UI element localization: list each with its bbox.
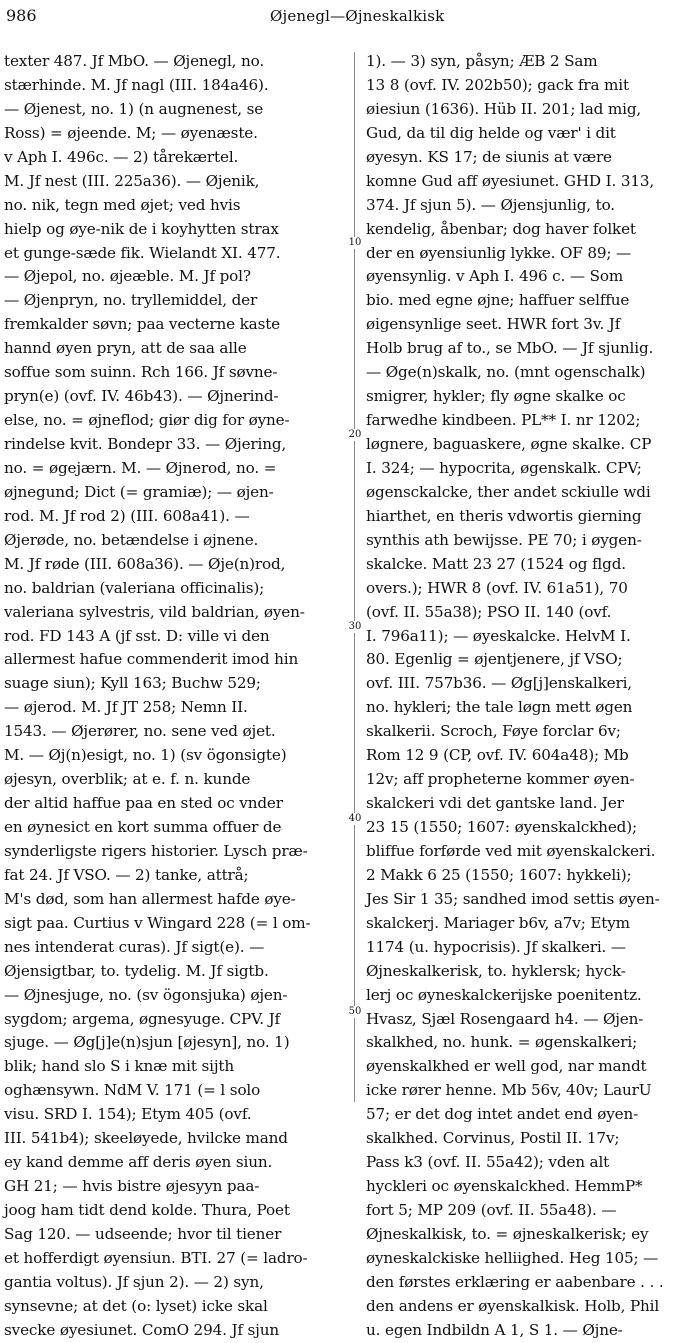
text-line: øgensckalcke, ther andet sckiulle wdi bbox=[366, 482, 651, 501]
text-line: 2 Makk 6 25 (1550; 1607: hykkeli); bbox=[366, 865, 632, 884]
text-line: øyneskalckiske helliighed. Heg 105; — bbox=[366, 1248, 659, 1267]
text-line: u. egen Indbildn A 1, S 1. — Øjne- bbox=[366, 1320, 623, 1339]
left-column bbox=[4, 50, 344, 1343]
text-line: no. nik, tegn med øjet; ved hvis bbox=[4, 195, 241, 214]
text-line: rod. M. Jf rod 2) (III. 608a41). — bbox=[4, 506, 250, 525]
text-line: hielp og øye-nik de i koyhytten strax bbox=[4, 219, 279, 238]
text-line: der altid haffue paa en sted oc vnder bbox=[4, 794, 283, 813]
text-line: gantia voltus). Jf sjun 2). — 2) syn, bbox=[4, 1272, 264, 1291]
text-line: visu. SRD I. 154); Etym 405 (ovf. bbox=[4, 1105, 252, 1124]
text-line: lerj oc øyneskalckerijske poenitentz. bbox=[366, 985, 642, 1004]
text-line: sigt paa. Curtius v Wingard 228 (= l om- bbox=[4, 913, 311, 932]
text-line: øyenskalkhed er well god, nar mandt bbox=[366, 1057, 647, 1076]
text-line: skalkhed. Corvinus, Postil II. 17v; bbox=[366, 1129, 620, 1148]
text-line: øiesiun (1636). Hüb II. 201; lad mig, bbox=[366, 99, 642, 118]
text-line: Holb brug af to., se MbO. — Jf sjunlig. bbox=[366, 339, 654, 358]
right-column bbox=[366, 50, 694, 1343]
text-line: joog ham tidt dend kolde. Thura, Poet bbox=[4, 1201, 290, 1219]
line-number: 20 bbox=[346, 429, 364, 441]
text-line: 1543. — Øjerører, no. sene ved øjet. bbox=[4, 722, 276, 741]
text-line: M. Jf nest (III. 225a36). — Øjenik, bbox=[4, 171, 260, 190]
text-line: III. 541b4); skeeløyede, hvilcke mand bbox=[4, 1129, 288, 1148]
text-line: ey kand demme aff deris øyen siun. bbox=[4, 1153, 273, 1172]
text-line: hiarthet, en theris vdwortis gierning bbox=[366, 506, 642, 525]
text-line: bio. med egne øjne; haffuer selffue bbox=[366, 291, 630, 310]
line-number: 50 bbox=[346, 1006, 364, 1018]
text-line: M. Jf røde (III. 608a36). — Øje(n)rod, bbox=[4, 554, 286, 573]
text-line: skalkhed, no. hunk. = øgenskalkeri; bbox=[366, 1033, 638, 1052]
text-line: fort 5; MP 209 (ovf. II. 55a48). — bbox=[366, 1201, 617, 1219]
text-line: 80. Egenlig = øjentjenere, jf VSO; bbox=[366, 650, 623, 669]
text-line: allermest hafue commenderit imod hin bbox=[4, 650, 299, 669]
text-line: synsevne; at det (o: lyset) icke skal bbox=[4, 1296, 268, 1315]
text-line: no. hykleri; the tale løgn mett øgen bbox=[366, 698, 633, 717]
text-line: Hvasz, Sjæl Rosengaard h4. — Øjen- bbox=[366, 1009, 644, 1028]
text-line: 23 15 (1550; 1607: øyenskalckhed); bbox=[366, 818, 637, 836]
line-number: 10 bbox=[346, 237, 364, 249]
text-line: 1). — 3) syn, påsyn; ÆB 2 Sam bbox=[366, 52, 598, 70]
text-line: et gunge-sæde fik. Wielandt XI. 477. bbox=[4, 243, 281, 262]
text-line: komne Gud aff øyesiunet. GHD I. 313, bbox=[366, 171, 655, 190]
text-line: 12v; aff propheterne kommer øyen- bbox=[366, 770, 635, 789]
text-line: Øjneskalkerisk, to. hyklersk; hyck- bbox=[366, 961, 626, 980]
text-line: øjesyn, overblik; at e. f. n. kunde bbox=[4, 770, 251, 789]
text-line: øyesyn. KS 17; de siunis at være bbox=[366, 147, 612, 166]
text-line: oghænsywn. NdM V. 171 (= l solo bbox=[4, 1081, 261, 1100]
text-line: nes intenderat curas). Jf sigt(e). — bbox=[4, 937, 265, 956]
text-line: sjuge. — Øg[j]e(n)sjun [øjesyn], no. 1) bbox=[4, 1033, 290, 1052]
text-line: synderligste rigers historier. Lysch præ- bbox=[4, 841, 308, 860]
text-line: — Øjepol, no. øjeæble. M. Jf pol? bbox=[4, 267, 251, 286]
text-line: — øjerod. M. Jf JT 258; Nemn II. bbox=[4, 698, 248, 717]
text-line: skalcke. Matt 23 27 (1524 og flgd. bbox=[366, 554, 626, 573]
text-line: Sag 120. — udseende; hvor til tiener bbox=[4, 1224, 282, 1243]
text-line: skalckeri vdi det gantske land. Jer bbox=[366, 794, 624, 813]
text-line: den førstes erklæring er aabenbare . . . bbox=[366, 1272, 664, 1291]
page-number: 986 bbox=[6, 6, 37, 25]
text-line: et hofferdigt øyensiun. BTI. 27 (= ladro- bbox=[4, 1248, 308, 1267]
text-line: no. = øgejærn. M. — Øjnerod, no. = bbox=[4, 458, 277, 477]
text-line: øyensynlig. v Aph I. 496 c. — Som bbox=[366, 267, 624, 286]
text-line: Øjerøde, no. betændelse i øjnene. bbox=[4, 530, 259, 549]
text-line: svecke øyesiunet. ComO 294. Jf sjun bbox=[4, 1320, 279, 1339]
text-line: 1174 (u. hypocrisis). Jf skalkeri. — bbox=[366, 937, 626, 956]
text-line: icke rører henne. Mb 56v, 40v; LaurU bbox=[366, 1081, 652, 1100]
column-divider bbox=[354, 52, 355, 1102]
text-line: der en øyensiunlig lykke. OF 89; — bbox=[366, 243, 632, 262]
text-line: no. baldrian (valeriana officinalis); bbox=[4, 578, 265, 597]
text-line: blik; hand slo S i knæ mit sijth bbox=[4, 1057, 235, 1076]
text-line: texter 487. Jf MbO. — Øjenegl, no. bbox=[4, 52, 265, 70]
text-line: Gud, da til dig helde og vær' i dit bbox=[366, 123, 616, 142]
text-line: suage siun); Kyll 163; Buchw 529; bbox=[4, 674, 261, 693]
text-line: I. 796a11); — øyeskalcke. HelvM I. bbox=[366, 626, 631, 645]
text-line: rindelse kvit. Bondepr 33. — Øjering, bbox=[4, 435, 287, 453]
text-line: 57; er det dog intet andet end øyen- bbox=[366, 1105, 639, 1124]
text-line: — Øjnesjuge, no. (sv ögonsjuka) øjen- bbox=[4, 985, 288, 1004]
text-line: hannd øyen pryn, att de saa alle bbox=[4, 339, 247, 358]
text-line: Øjensigtbar, to. tydelig. M. Jf sigtb. bbox=[4, 961, 269, 980]
text-line: — Øjenpryn, no. tryllemiddel, der bbox=[4, 291, 258, 310]
text-line: pryn(e) (ovf. IV. 46b43). — Øjnerind- bbox=[4, 387, 279, 406]
text-line: — Øge(n)skalk, no. (mnt ogenschalk) bbox=[366, 363, 646, 382]
text-line: Jes Sir 1 35; sandhed imod settis øyen- bbox=[366, 889, 660, 908]
text-line: farwedhe kindbeen. PL** I. nr 1202; bbox=[366, 411, 641, 430]
running-head: Øjenegl—Øjneskalkisk bbox=[270, 7, 445, 25]
text-line: soffue som suinn. Rch 166. Jf søvne- bbox=[4, 363, 278, 382]
text-line: GH 21; — hvis bistre øjesyyn paa- bbox=[4, 1177, 260, 1196]
text-line: ovf. III. 757b36. — Øg[j]enskalkeri, bbox=[366, 674, 632, 693]
text-line: Pass k3 (ovf. II. 55a42); vden alt bbox=[366, 1153, 610, 1172]
text-line: smigrer, hykler; fly øgne skalke oc bbox=[366, 387, 626, 406]
text-line: 374. Jf sjun 5). — Øjensjunlig, to. bbox=[366, 195, 615, 214]
text-line: valeriana sylvestris, vild baldrian, øyen- bbox=[4, 602, 305, 621]
text-line: skalckerj. Mariager b6v, a7v; Etym bbox=[366, 913, 630, 932]
text-line: den andens er øyenskalkisk. Holb, Phil bbox=[366, 1296, 660, 1315]
text-line: løgnere, baguaskere, øgne skalke. CP bbox=[366, 435, 652, 453]
text-line: M's død, som han allermest hafde øye- bbox=[4, 889, 296, 908]
text-line: (ovf. II. 55a38); PSO II. 140 (ovf. bbox=[366, 602, 612, 621]
text-line: 13 8 (ovf. IV. 202b50); gack fra mit bbox=[366, 75, 629, 94]
text-line: hyckleri oc øyenskalckhed. HemmP* bbox=[366, 1177, 643, 1196]
text-line: øigensynlige seet. HWR fort 3v. Jf bbox=[366, 315, 621, 334]
text-line: Øjneskalkisk, to. = øjneskalkerisk; ey bbox=[366, 1224, 649, 1243]
text-line: synthis ath bewijsse. PE 70; i øygen- bbox=[366, 530, 642, 549]
text-line: I. 324; — hypocrita, øgenskalk. CPV; bbox=[366, 458, 642, 477]
text-line: stærhinde. M. Jf nagl (III. 184a46). bbox=[4, 75, 269, 94]
text-line: kendelig, åbenbar; dog haver folket bbox=[366, 219, 636, 238]
text-line: v Aph I. 496c. — 2) tårekærtel. bbox=[4, 147, 239, 166]
text-line: bliffue forførde ved mit øyenskalckeri. bbox=[366, 841, 656, 860]
text-line: en øynesict en kort summa offuer de bbox=[4, 818, 282, 836]
text-line: skalkerii. Scroch, Føye forclar 6v; bbox=[366, 722, 621, 741]
text-line: fremkalder søvn; paa vecterne kaste bbox=[4, 315, 281, 334]
text-line: else, no. = øjneflod; giør dig for øyne- bbox=[4, 411, 290, 430]
text-line: sygdom; argema, øgnesyuge. CPV. Jf bbox=[4, 1009, 281, 1028]
line-number: 30 bbox=[346, 621, 364, 633]
text-line: M. — Øj(n)esigt, no. 1) (sv ögonsigte) bbox=[4, 746, 287, 765]
text-line: fat 24. Jf VSO. — 2) tanke, attrå; bbox=[4, 865, 249, 884]
line-number: 40 bbox=[346, 813, 364, 825]
text-line: — Øjenest, no. 1) (n augnenest, se bbox=[4, 99, 264, 118]
text-line: øjnegund; Dict (= gramiæ); — øjen- bbox=[4, 482, 274, 501]
text-line: Rom 12 9 (CP, ovf. IV. 604a48); Mb bbox=[366, 746, 629, 765]
text-line: overs.); HWR 8 (ovf. IV. 61a51), 70 bbox=[366, 578, 628, 597]
text-line: Ross) = øjeende. M; — øyenæste. bbox=[4, 123, 258, 142]
text-line: rod. FD 143 A (jf sst. D: ville vi den bbox=[4, 626, 270, 645]
